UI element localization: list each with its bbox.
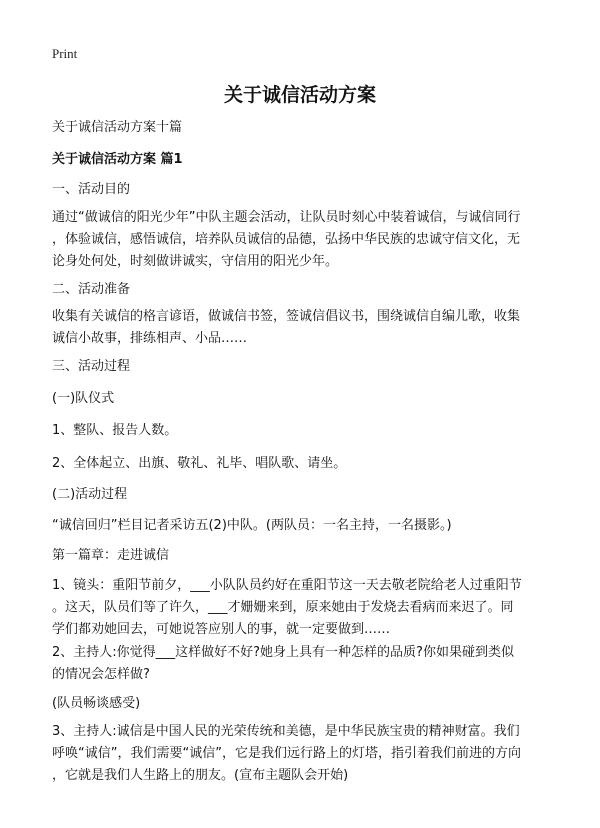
paragraph-host-question xyxy=(52,642,562,686)
paragraph-purpose xyxy=(52,207,562,273)
chapter-heading: 第一篇章：走进诚信 xyxy=(52,548,170,563)
document-subtitle: 关于诚信活动方案十篇 xyxy=(52,120,183,135)
paragraph-line: 收集有关诚信的格言谚语，做诚信书签，签诚信倡议书，围绕诚信自编儿歌，收集 xyxy=(52,309,521,324)
paragraph-line: ，体验诚信，感悟诚信，培养队员诚信的品德，弘扬中华民族的忠诚守信文化，无 xyxy=(52,232,521,247)
subheading-activity-process: (二)活动过程 xyxy=(52,487,128,502)
paragraph-line: 的情况会怎样做? xyxy=(52,667,150,682)
heading-activity-preparation: 二、活动准备 xyxy=(52,282,131,297)
paragraph-sharing-note: (队员畅谈感受) xyxy=(52,696,141,711)
heading-activity-process: 三、活动过程 xyxy=(52,359,131,374)
paragraph-line: 3、主持人:诚信是中国人民的光荣传统和美德，是中华民族宝贵的精神财富。我们 xyxy=(52,724,520,739)
heading-activity-purpose: 一、活动目的 xyxy=(52,182,131,197)
paragraph-interview: “诚信回归”栏目记者采访五(2)中队。(两队员：一名主持，一名摄影。) xyxy=(52,518,452,533)
subheading-team-ceremony: (一)队仪式 xyxy=(52,391,115,406)
paragraph-line: 通过“做诚信的阳光少年”中队主题会活动，让队员时刻心中装着诚信，与诚信同行 xyxy=(52,210,521,225)
paragraph-line: 诚信小故事，排练相声、小品…… xyxy=(52,331,248,346)
paragraph-preparation xyxy=(52,306,562,350)
paragraph-line: 论身处何处，时刻做讲诚实，守信用的阳光少年。 xyxy=(52,254,339,269)
document-title: 关于诚信活动方案 xyxy=(223,84,376,106)
paragraph-line: 。这天，队员们等了许久，___才姗姗来到，原来她由于发烧去看病而来迟了。同 xyxy=(52,600,514,615)
paragraph-line: 呼唤“诚信”，我们需要“诚信”，它是我们远行路上的灯塔，指引着我们前进的方向 xyxy=(52,746,521,761)
paragraph-line: 2、主持人:你觉得___这样做好不好?她身上具有一种怎样的品质?你如果碰到类似 xyxy=(52,645,514,660)
paragraph-host-speech xyxy=(52,721,562,787)
paragraph-line: ，它就是我们人生路上的朋友。(宣布主题队会开始) xyxy=(52,768,349,783)
list-item-2: 2、全体起立、出旗、敬礼、礼毕、唱队歌、请坐。 xyxy=(52,456,347,471)
section-heading: 关于诚信活动方案 篇1 xyxy=(52,152,183,167)
paragraph-line: 1、镜头：重阳节前夕，___小队队员约好在重阳节这一天去敬老院给老人过重阳节 xyxy=(52,578,522,593)
print-label[interactable]: Print xyxy=(52,46,78,61)
list-item-1: 1、整队、报告人数。 xyxy=(52,423,178,438)
paragraph-line: 学们都劝她回去，可她说答应别人的事，就一定要做到…… xyxy=(52,622,391,637)
paragraph-scene xyxy=(52,575,562,641)
